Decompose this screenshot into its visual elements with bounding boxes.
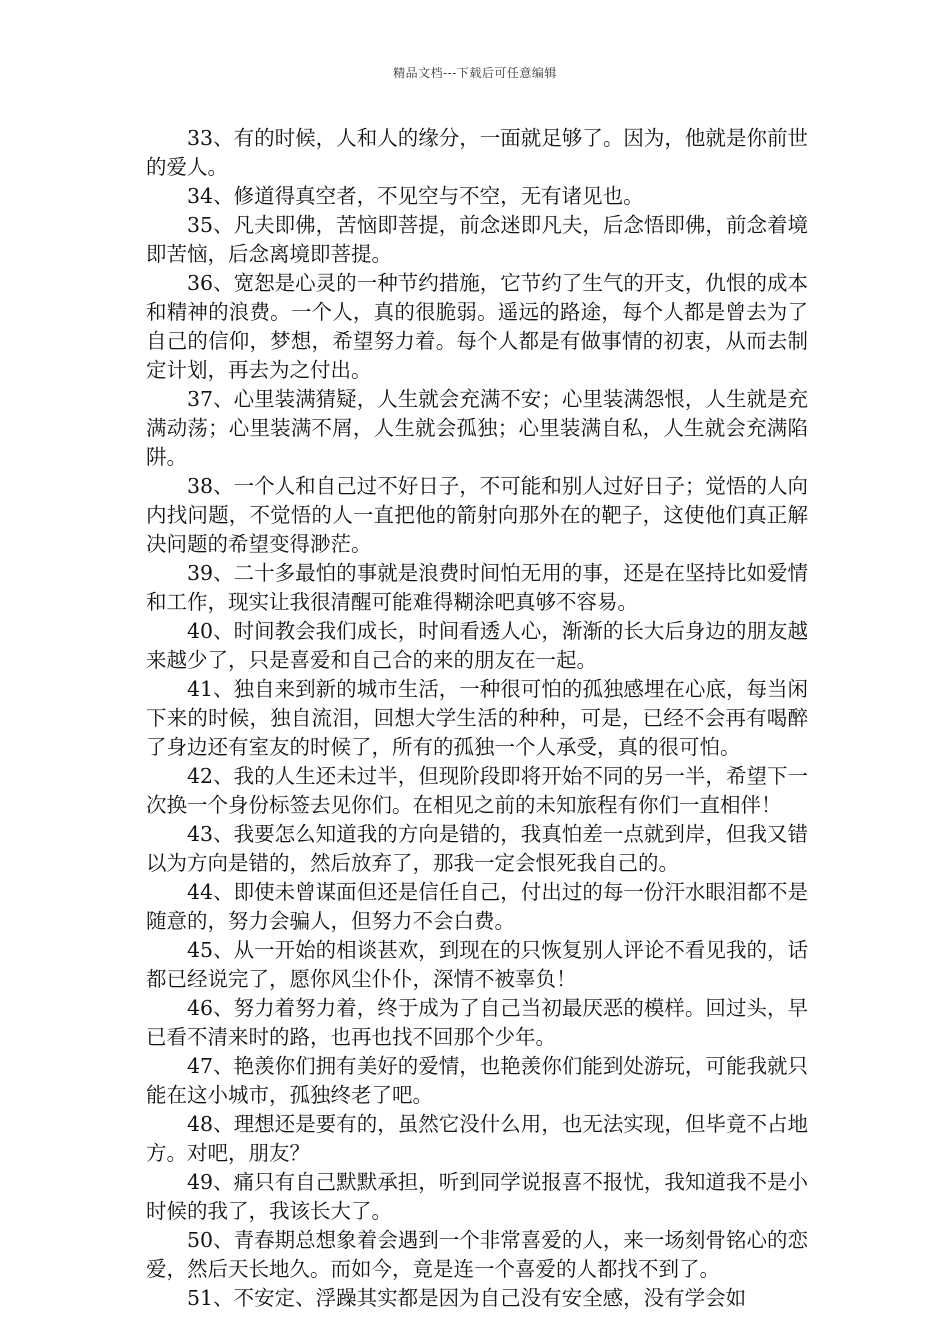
paragraph-33: 33、有的时候，人和人的缘分，一面就足够了。因为，他就是你前世的爱人。	[146, 126, 808, 179]
paragraph-49: 49、痛只有自己默默承担，听到同学说报喜不报忧，我知道我不是小时候的我了，我该长大了。	[146, 1170, 808, 1223]
paragraph-42: 42、我的人生还未过半，但现阶段即将开始不同的另一半，希望下一次换一个身份标签去见你们。在相见之前的未知旅程有你们一直相伴！	[146, 764, 808, 817]
paragraph-45: 45、从一开始的相谈甚欢，到现在的只恢复别人评论不看见我的，话都已经说完了，愿你风尘仆仆，深情不被辜负！	[146, 938, 808, 991]
paragraph-46: 46、努力着努力着，终于成为了自己当初最厌恶的模样。回过头，早已看不清来时的路，也再也找不回那个少年。	[146, 996, 808, 1049]
paragraph-40: 40、时间教会我们成长，时间看透人心，渐渐的长大后身边的朋友越来越少了，只是喜爱和自己合的来的朋友在一起。	[146, 619, 808, 672]
paragraph-38: 38、一个人和自己过不好日子，不可能和别人过好日子；觉悟的人向内找问题，不觉悟的人一直把他的箭射向那外在的靶子，这使他们真正解决问题的希望变得渺茫。	[146, 474, 808, 556]
page-header: 精品文档---下载后可任意编辑	[393, 66, 557, 80]
document-body	[146, 124, 808, 1313]
paragraph-48: 48、理想还是要有的，虽然它没什么用，也无法实现，但毕竟不占地方。对吧，朋友？	[146, 1112, 808, 1165]
paragraph-35: 35、凡夫即佛，苦恼即菩提，前念迷即凡夫，后念悟即佛，前念着境即苦恼，后念离境即菩提。	[146, 213, 808, 266]
paragraph-44: 44、即使未曾谋面但还是信任自己，付出过的每一份汗水眼泪都不是随意的，努力会骗人，但努力不会白费。	[146, 880, 808, 933]
paragraph-37: 37、心里装满猜疑，人生就会充满不安；心里装满怨恨，人生就是充满动荡；心里装满不屑，人生就会孤独；心里装满自私，人生就会充满陷阱。	[146, 387, 808, 469]
paragraph-34: 34、修道得真空者，不见空与不空，无有诸见也。	[187, 184, 644, 208]
paragraph-51: 51、不安定、浮躁其实都是因为自己没有安全感，没有学会如	[187, 1286, 747, 1310]
paragraph-41: 41、独自来到新的城市生活，一种很可怕的孤独感埋在心底，每当闲下来的时候，独自流泪，回想大学生活的种种，可是，已经不会再有喝醉了身边还有室友的时候了，所有的孤独一个人承受，真的很可怕。	[146, 677, 808, 759]
paragraph-39: 39、二十多最怕的事就是浪费时间怕无用的事，还是在坚持比如爱情和工作，现实让我很清醒可能难得糊涂吧真够不容易。	[146, 561, 808, 614]
paragraph-50: 50、青春期总想象着会遇到一个非常喜爱的人，来一场刻骨铭心的恋爱，然后天长地久。而如今，竟是连一个喜爱的人都找不到了。	[146, 1228, 808, 1281]
paragraph-43: 43、我要怎么知道我的方向是错的，我真怕差一点就到岸，但我又错以为方向是错的，然后放弃了，那我一定会恨死我自己的。	[146, 822, 808, 875]
paragraph-36: 36、宽恕是心灵的一种节约措施，它节约了生气的开支，仇恨的成本和精神的浪费。一个人，真的很脆弱。遥远的路途，每个人都是曾去为了自己的信仰，梦想，希望努力着。每个人都是有做事情的初衷，从而去制定计划，再去为之付出。	[146, 271, 808, 382]
paragraph-47: 47、艳羡你们拥有美好的爱情，也艳羡你们能到处游玩，可能我就只能在这小城市，孤独终老了吧。	[146, 1054, 808, 1107]
